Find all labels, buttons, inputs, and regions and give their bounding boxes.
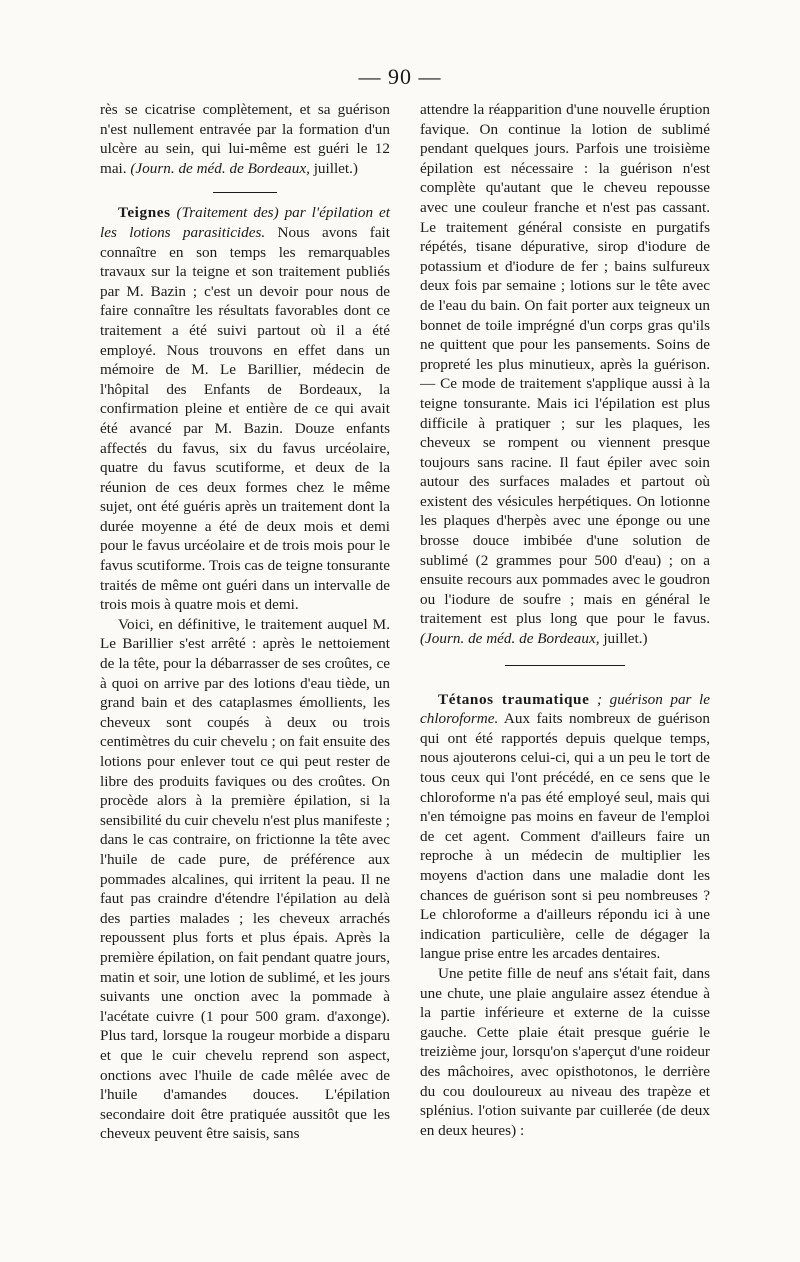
paragraph-continuation-right: attendre la réapparition d'une nouvelle éruption favique. On continue la lotion de sublimé pendant quelques jours. Parfois une troisième épilation est nécessaire : la guérison n'est complète qu'autant que le cheveu repousse avec une couleur franche et n'est pas cassant. Le traitement général consiste en purgatifs répétés, tisane dépurative, sirop d'iodure de potassium et d'iodure de fer ; bains sulfureux deux fois par semaine ; lotions sur le tête avec de l'eau du bain. On fait porter aux teigneux un bonnet de toile imprégné d'un corps gras qu'ils ne quittent que pour les pansements. Soins de propreté les plus minutieux, après la guérison. — Ce mode de traitement s'applique aussi à la teigne tonsurante. Mais ici l'épilation est plus difficile à pratiquer ; sur les plaques, les cheveux se rompent ou viennent presque toujours sans racine. Il faut épiler avec soin autour des surfaces malades et partout où existent des vésicules herpétiques. On lotionne les plaques d'herpès avec une éponge ou une brosse douce imbibée d'une solution de sublimé (2 grammes pour 500 d'eau) ; on a ensuite recours aux pommades avec le goudron ou l'iodure de soufre ; mais en général le traitement est plus long que pour le favus. (Journ. de méd. de Bordeaux, juillet.) <box>420 101 710 648</box>
source-citation: (Journ. de méd. de Bordeaux, <box>420 630 600 648</box>
section-divider <box>213 192 277 193</box>
paragraph-case: Une petite fille de neuf ans s'était fait, dans une chute, une plaie angulaire assez étendue à la partie inférieure et externe de la cuisse gauche. Cette plaie était presque guérie le treizième jour, lorsqu'on s'aperçut d'une roideur des mâchoires, avec opisthotonos, le derrière du cou douloureux au niveau des trapèze et splénius. l'otion suivante par cuillerée (de deux en deux heures) : <box>420 964 710 1139</box>
article-body: Aux faits nombreux de guérison qui ont été rapportés depuis quelque temps, nous ajouterons celui-ci, qui a un peu le tort de tous ceux qui l'ont précédé, en ce sens que le chloroforme n'a pas été employé seul, mais qui n'en témoigne pas moins en faveur de l'emploi de cet agent. Comment d'ailleurs faire un reproche à un médecin de multiplier les moyens d'action dans une maladie dont les chances de guérison sont si peu nombreuses ? Le chloroforme a d'ailleurs répondu ici à une indication particulière, celle de dégager la langue prise entre les arcades dentaires. <box>420 710 710 963</box>
page-number: — 90 — <box>358 64 442 89</box>
article-teignes <box>100 203 390 614</box>
article-body: Nous avons fait connaître en son temps les remarquables travaux sur la teigne et son traitement publiés par M. Bazin ; c'est un devoir pour nous de faire connaître les résultats favorables dont ce traitement a été suivi partout où il a été employé. Nous trouvons en effet dans un mémoire de M. Le Barillier, médecin de l'hôpital des Enfants de Bordeaux, la confirmation pleine et entière de ce qui avait été avancé par M. Bazin. Douze enfants affectés du favus, six du favus urcéolaire, quatre du favus scutiforme, et deux de la réunion de ces deux formes chez le même sujet, ont été guéris après un traitement dont la durée moyenne a été de deux mois et demi pour le favus urcéolaire et de trois mois pour le favus scutiforme. Trois cas de teigne tonsurante traités de même ont guéri dans un intervalle de trois mois à quatre mois et demi. <box>100 223 390 614</box>
paragraph-treatment: Voici, en définitive, le traitement auquel M. Le Barillier s'est arrêté : après le nettoiement de la tête, pour la débarrasser de ses croûtes, ce à quoi on arrive par des lotions d'eau tiède, un grand bain et des cataplasmes émollients, les cheveux sont coupés à deux ou trois centimètres du cuir chevelu ; on fait ensuite des lotions pour enlever tout ce qui peut rester de libre des produits faviques ou des croûtes. On procède alors à la première épilation, si la sensibilité du cuir chevelu n'est plus manifeste ; dans le cas contraire, on frictionne la tête avec l'huile de cade pure, de préférence aux pommades alcalines, qui irritent la peau. Il ne faut pas craindre d'étendre l'épilation au delà des parties malades ; les cheveux arrachés repoussent plus forts et plus épais. Après la première épilation, on fait pendant quatre jours, matin et soir, une lotion de sublimé, et les jours suivants une onction avec la pommade à l'acétate cuivre (1 pour 500 gram. d'axonge). Plus tard, lorsque la rougeur morbide a disparu et que le cuir chevelu reprend son aspect, onctions avec l'huile de cade mêlée avec de l'huile d'amandes douces. L'épilation secondaire doit être pratiquée aussitôt que les cheveux peuvent être saisis, sans <box>100 615 390 1143</box>
article-subheading: ; guérison par le chloroforme. <box>420 690 710 728</box>
article-heading: Teignes <box>118 204 171 222</box>
right-column <box>420 100 710 1140</box>
left-column <box>100 100 390 1144</box>
section-divider <box>505 665 625 666</box>
article-tetanos <box>420 690 710 964</box>
paragraph-continuation: rès se cicatrise complètement, et sa guérison n'est nullement entravée par la formation d'un ulcère au sein, qui lui-même est guéri le 12 mai. (Journ. de méd. de Bordeaux, juillet.) <box>100 101 390 177</box>
article-heading: Tétanos traumatique <box>438 690 590 708</box>
source-citation: (Journ. de méd. de Bordeaux, <box>130 159 310 177</box>
article-subheading: (Traitement des) par l'épilation et les lotions parasiticides. <box>100 204 390 241</box>
